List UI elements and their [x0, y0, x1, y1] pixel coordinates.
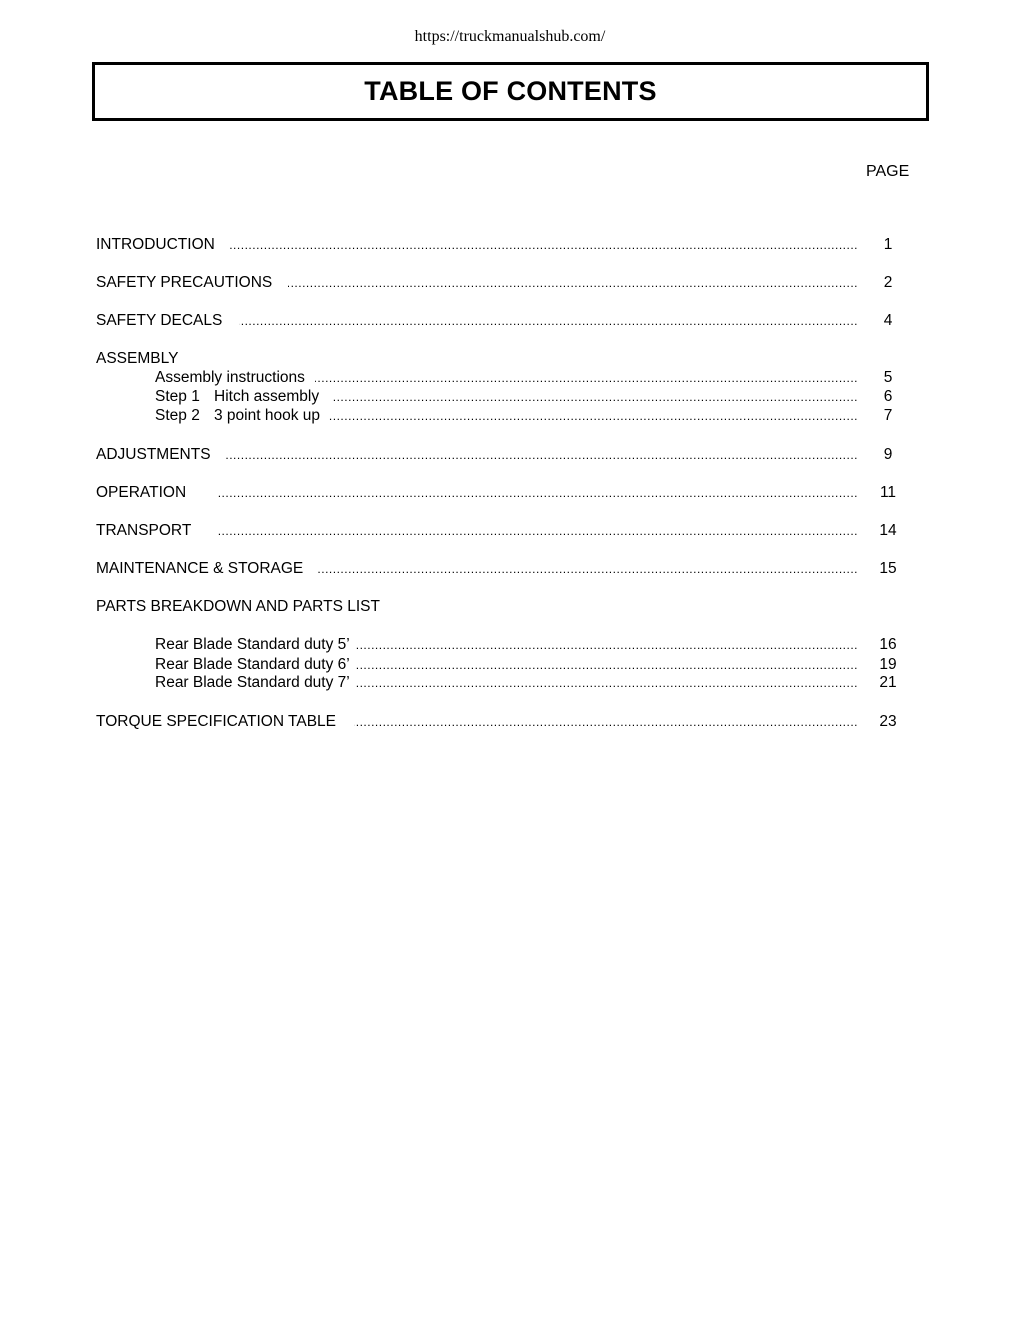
toc-entry-page: 23: [879, 713, 897, 730]
step-number: Step 2: [155, 407, 200, 424]
toc-entry-step-1[interactable]: [155, 388, 900, 406]
toc-entry-label: [155, 407, 324, 425]
toc-entry-operation[interactable]: [96, 484, 900, 502]
dot-leader: [354, 713, 858, 731]
toc-entry-page: 14: [879, 522, 897, 539]
toc-entry-label: [155, 388, 323, 406]
toc-entry-page: 5: [883, 369, 893, 386]
toc-entry-label: Rear Blade Standard duty 5’: [155, 636, 354, 654]
step-title: Hitch assembly: [214, 388, 320, 405]
toc-entry-page: 6: [883, 388, 893, 405]
toc-entry-label: SAFETY DECALS: [96, 312, 226, 330]
toc-entry-safety-decals[interactable]: [96, 312, 900, 330]
dot-leader: [333, 388, 858, 406]
toc-entry-label: Assembly instructions: [155, 369, 309, 387]
toc-entry-label: OPERATION: [96, 484, 190, 502]
toc-entry-page: 11: [879, 484, 897, 501]
dot-leader: [239, 312, 858, 330]
toc-entry-label: TORQUE SPECIFICATION TABLE: [96, 713, 340, 731]
toc-entry-page: 15: [879, 560, 897, 577]
toc-entry-page: 2: [883, 274, 893, 291]
toc-entry-rear-blade-5[interactable]: [155, 636, 900, 654]
toc-section-assembly[interactable]: [96, 350, 900, 368]
source-url: https://truckmanualshub.com/: [414, 28, 606, 45]
toc-entry-label: ADJUSTMENTS: [96, 446, 215, 464]
toc-entry-page: 21: [879, 674, 897, 691]
step-title: 3 point hook up: [214, 407, 321, 424]
page-title: TABLE OF CONTENTS: [364, 76, 657, 106]
dot-leader: [317, 560, 858, 578]
toc-entry-introduction[interactable]: [96, 236, 900, 254]
toc-entry-safety-precautions[interactable]: [96, 274, 900, 292]
toc-section-parts-breakdown[interactable]: [96, 598, 900, 616]
page-column-header: PAGE: [866, 163, 910, 180]
dot-leader: [226, 446, 858, 464]
dot-leader: [288, 274, 858, 292]
toc-entry-page: 16: [879, 636, 897, 653]
toc-entry-rear-blade-6[interactable]: [155, 656, 900, 674]
dot-leader: [355, 636, 858, 654]
dot-leader: [217, 484, 858, 502]
toc-entry-label: MAINTENANCE & STORAGE: [96, 560, 307, 578]
toc-entry-label: TRANSPORT: [96, 522, 195, 540]
toc-entry-page: 9: [883, 446, 893, 463]
toc-entry-label: INTRODUCTION: [96, 236, 219, 254]
toc-section-label: ASSEMBLY: [96, 350, 182, 368]
toc-section-label: PARTS BREAKDOWN AND PARTS LIST: [96, 598, 384, 616]
toc-entry-page: 4: [883, 312, 893, 329]
toc-entry-adjustments[interactable]: [96, 446, 900, 464]
dot-leader: [355, 656, 858, 674]
dot-leader: [329, 407, 858, 425]
dot-leader: [217, 522, 858, 540]
title-box: [92, 62, 929, 121]
toc-entry-assembly-instructions[interactable]: [155, 369, 900, 387]
toc-entry-torque-specification[interactable]: [96, 713, 900, 731]
toc-entry-label: Rear Blade Standard duty 6’: [155, 656, 354, 674]
toc-entry-page: 19: [879, 656, 897, 673]
toc-entry-page: 1: [883, 236, 893, 253]
step-number: Step 1: [155, 388, 200, 405]
dot-leader: [230, 236, 858, 254]
toc-entry-page: 7: [883, 407, 893, 424]
dot-leader: [315, 369, 858, 387]
toc-entry-rear-blade-7[interactable]: [155, 674, 900, 692]
dot-leader: [355, 674, 858, 692]
toc-entry-step-2[interactable]: [155, 407, 900, 425]
toc-entry-label: Rear Blade Standard duty 7’: [155, 674, 354, 692]
toc-entry-label: SAFETY PRECAUTIONS: [96, 274, 276, 292]
toc-entry-maintenance-storage[interactable]: [96, 560, 900, 578]
toc-entry-transport[interactable]: [96, 522, 900, 540]
